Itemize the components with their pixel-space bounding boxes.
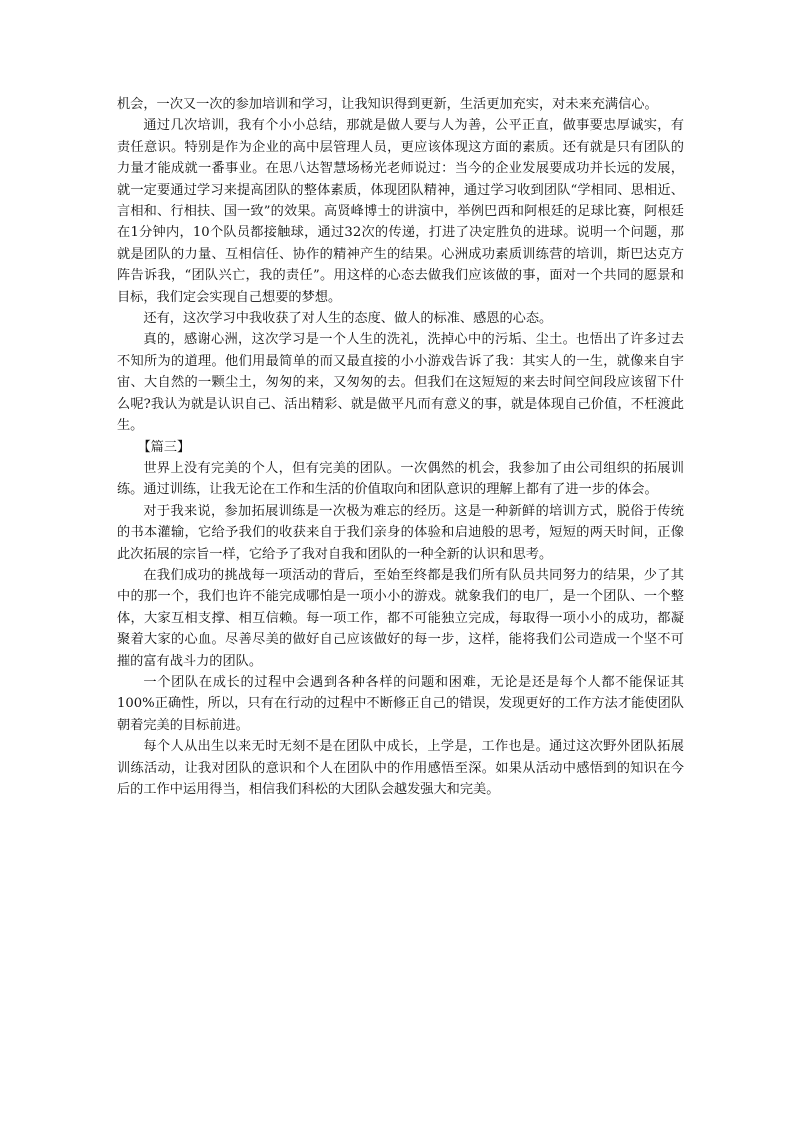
paragraph-gratitude: 真的，感谢心洲，这次学习是一个人生的洗礼，洗掉心中的污垢、尘土。也悟出了许多过去不知所为的道理。他们用最简单的而又最直接的小小游戏告诉了我：其实人的一生，就像来自宇宙、大自然的一颗尘土，匆匆的来，又匆匆的去。但我们在这短短的来去时间空间段应该留下什么呢?我认为就是认识自己、活出精彩、就是做平凡而有意义的事，就是体现自己价值，不枉渡此生。 [117,332,684,434]
paragraph-success-behind: 在我们成功的挑战每一项活动的背后，至始至终都是我们所有队员共同努力的结果，少了其中的那一个，我们也许不能完成哪怕是一项小小的游戏。就象我们的电厂，是一个团队、一个整体，大家互相支撑、相互信赖。每一项工作，都不可能独立完成，每取得一项小小的成功，都凝聚着大家的心血。尽善尽美的做好自己应该做好的每一步，这样，能将我们公司造成一个坚不可摧的富有战斗力的团队。 [117,567,684,669]
paragraph-life-attitude: 还有，这次学习中我收获了对人生的态度、做人的标准、感恩的心态。 [143,311,553,327]
document-body [117,94,684,800]
section-heading-part-three: 【篇三】 [137,439,191,455]
paragraph-conclusion: 每个人从出生以来无时无刻不是在团队中成长，上学是，工作也是。通过这次野外团队拓展训练活动，让我对团队的意识和个人在团队中的作用感悟至深。如果从活动中感悟到的知识在今后的工作中运用得当，相信我们科松的大团队会越发强大和完美。 [117,739,684,797]
paragraph-continuation: 机会，一次又一次的参加培训和学习，让我知识得到更新，生活更加充实，对未来充满信心。 [117,97,658,112]
paragraph-team-growth: 一个团队在成长的过程中会遇到各种各样的问题和困难，无论是还是每个人都不能保证其100%正确性，所以，只有在行动的过程中不断修正自己的错误，发现更好的工作方法才能使团队朝着完美的目标前进。 [117,674,684,733]
paragraph-experience: 对于我来说，参加拓展训练是一次极为难忘的经历。这是一种新鲜的培训方式，脱俗于传统的书本灌输，它给予我们的收获来自于我们亲身的体验和启迪般的思考，短短的两天时间，正像此次拓展的宗旨一样，它给予了我对自我和团队的一种全新的认识和思考。 [117,503,684,562]
paragraph-training-summary: 通过几次培训，我有个小小总结，那就是做人要与人为善，公平正直，做事要忠厚诚实，有责任意识。特别是作为企业的高中层管理人员，更应该体现这方面的素质。还有就是只有团队的力量才能成就一番事业。在思八达智慧场杨光老师说过：当今的企业发展要成功并长远的发展，就一定要通过学习来提高团队的整体素质，体现团队精神，通过学习收到团队“学相同、思相近、言相和、行相扶、国一致”的效果。高贤峰博士的讲演中，举例巴西和阿根廷的足球比赛，阿根廷在1分钟内，10个队员都接触球，通过32次的传递，打进了决定胜负的进球。说明一个问题，那就是团队的力量、互相信任、协作的精神产生的结果。心洲成功素质训练营的培训，斯巴达克方阵告诉我，“团队兴亡，我的责任”。用这样的心态去做我们应该做的事，面对一个共同的愿景和目标，我们定会实现自己想要的梦想。 [117,118,684,305]
paragraph-perfect-team: 世界上没有完美的个人，但有完美的团队。一次偶然的机会，我参加了由公司组织的拓展训练。通过训练，让我无论在工作和生活的价值取向和团队意识的理解上都有了进一步的体会。 [117,460,684,498]
